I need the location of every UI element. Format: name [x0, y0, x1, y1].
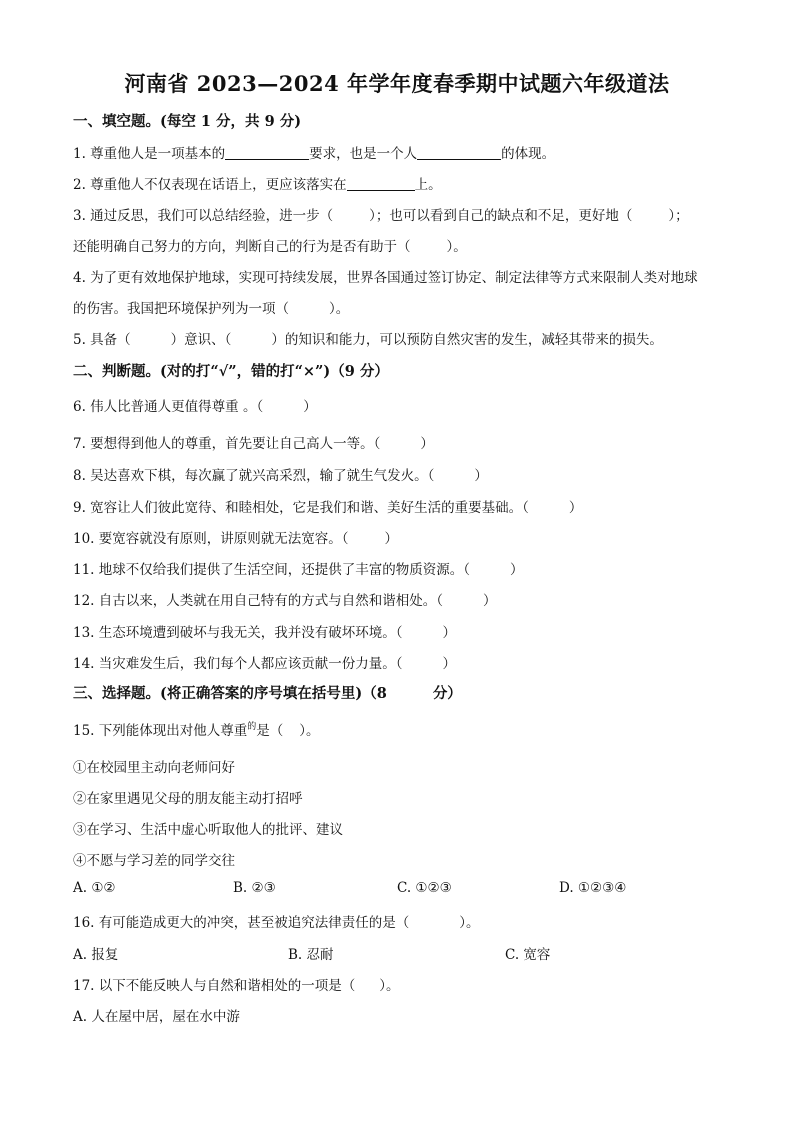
q3-text-d: 还能明确自己努力的方向，判断自己的行为是否有助于（ [73, 239, 411, 255]
paren-close: ） [483, 593, 497, 609]
answer-blank [417, 145, 501, 160]
question-3-line-1 [73, 204, 733, 224]
paren-close: ） [303, 399, 317, 415]
q3-text-e: ）。 [446, 239, 467, 255]
q6-text: 6. 伟人比普通人更值得尊重 。（ [73, 399, 264, 415]
paren-close: ） [442, 625, 457, 641]
paren-close: ） [568, 500, 583, 516]
q15-statement-2: ②在家里遇见父母的朋友能主动打招呼 [73, 791, 303, 807]
q11-text: 11. 地球不仅给我们提供了生活空间，还提供了丰富的物质资源。（ [73, 562, 471, 578]
q16-option-b: B. 忍耐 [288, 947, 334, 963]
q4-text-c: ）。 [329, 301, 350, 317]
q1-text-b: 要求，也是一个人 [309, 146, 418, 162]
question-12 [73, 589, 733, 609]
q7-text: 7. 要想得到他人的尊重，首先要让自己高人一等。（ [73, 436, 381, 452]
q15-option-c: C. ①②③ [397, 880, 452, 896]
q15-stem-mark: 的 [247, 722, 257, 732]
q17-stem-a: 17. 以下不能反映人与自然和谐相处的一项是（ [73, 978, 356, 994]
q3-text-a: 3. 通过反思，我们可以总结经验，进一步（ [73, 208, 334, 224]
question-5 [73, 328, 733, 348]
question-13 [73, 621, 733, 641]
q2-text-b: 上。 [414, 177, 442, 193]
paren-close: ） [420, 436, 434, 452]
q13-text: 13. 生态环境遭到破坏与我无关，我并没有破坏环境。（ [73, 625, 403, 641]
answer-blank [225, 145, 309, 160]
q3-text-c: ）； [668, 208, 689, 224]
q4-text-b: 的伤害。我国把环境保护列为一项（ [73, 301, 289, 317]
q16-stem-b: ）。 [459, 915, 480, 931]
question-9 [73, 496, 733, 516]
q15-option-a: A. ①② [73, 880, 116, 896]
question-11 [73, 558, 733, 578]
q3-text-b: ）；也可以看到自己的缺点和不足，更好地（ [369, 208, 633, 224]
section-choice-heading [73, 682, 733, 703]
q17-option-a: A. 人在屋中居，屋在水中游 [73, 1009, 240, 1025]
question-4-line-2 [73, 297, 733, 317]
section-choice-heading-tail: 分） [432, 685, 462, 702]
question-17 [73, 974, 733, 994]
q2-text-a: 2. 尊重他人不仅表现在话语上，更应该落实在 [73, 177, 347, 193]
q1-text-c: 的体现。 [501, 146, 556, 162]
question-16 [73, 911, 733, 931]
q10-text: 10. 要宽容就没有原则，讲原则就无法宽容。（ [73, 531, 349, 547]
q9-text: 9. 宽容让人们彼此宽待、和睦相处，它是我们和谐、美好生活的重要基础。（ [73, 500, 529, 516]
paren-close: ） [384, 531, 399, 547]
q15-statement-1: ①在校园里主动向老师问好 [73, 760, 235, 776]
question-10 [73, 527, 733, 547]
question-7 [73, 432, 733, 452]
answer-blank [347, 176, 415, 191]
q8-text: 8. 吴达喜欢下棋，每次赢了就兴高采烈，输了就生气发火。（ [73, 468, 435, 484]
q14-text: 14. 当灾难发生后，我们每个人都应该贡献一份力量。（ [73, 656, 403, 672]
page-title: 河南省 2023—2024 年学年度春季期中试题六年级道法 [124, 71, 670, 96]
question-2 [73, 173, 733, 193]
q15-statement-4: ④不愿与学习差的同学交往 [73, 853, 235, 869]
question-8 [73, 464, 733, 484]
question-14 [73, 652, 733, 672]
q16-stem-a: 16. 有可能造成更大的冲突，甚至被追究法律责任的是（ [73, 915, 410, 931]
section-fill-in-heading: 一、填空题。(每空 1 分，共 9 分) [73, 113, 302, 130]
q17-stem-b: ）。 [379, 978, 400, 994]
q15-statement-3: ③在学习、生活中虚心听取他人的批评、建议 [73, 822, 343, 838]
q16-option-a: A. 报复 [73, 947, 119, 963]
paren-close: ） [474, 468, 488, 484]
q15-option-d: D. ①②③④ [559, 880, 627, 896]
q12-text: 12. 自古以来，人类就在用自己特有的方式与自然和谐相处。（ [73, 593, 444, 609]
q5-text-c: ）的知识和能力，可以预防自然灾害的发生，减轻其带来的损失。 [271, 332, 663, 348]
q5-text-a: 5. 具备（ [73, 332, 131, 348]
q5-text-b: ）意识、（ [170, 332, 232, 348]
question-6 [73, 395, 733, 415]
question-3-line-2 [73, 235, 733, 255]
paren-close: ） [442, 656, 457, 672]
q15-stem-a: 15. 下列能体现出对他人尊重 [73, 723, 248, 739]
paren-close: ） [510, 562, 524, 578]
question-4-line-1: 4. 为了更有效地保护地球，实现可持续发展，世界各国通过签订协定、制定法律等方式来限制人类对地球 [73, 270, 698, 286]
question-1 [73, 142, 733, 162]
q15-stem-c: ）。 [299, 723, 320, 739]
section-judgment-heading: 二、判断题。(对的打“√”，错的打“×”)（9 分） [73, 363, 389, 380]
section-choice-heading-text: 三、选择题。(将正确答案的序号填在括号里)（8 [73, 685, 387, 702]
q16-option-c: C. 宽容 [505, 947, 551, 963]
question-15 [73, 719, 733, 739]
q15-stem-b: 是（ [256, 723, 284, 739]
q15-option-b: B. ②③ [233, 880, 276, 896]
q1-text-a: 1. 尊重他人是一项基本的 [73, 146, 226, 162]
